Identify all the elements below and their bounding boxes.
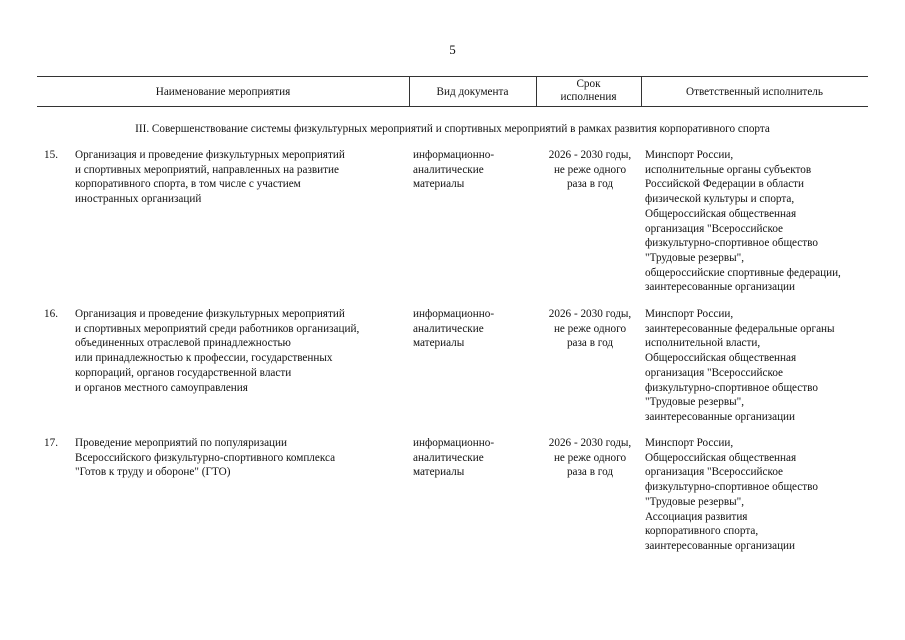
responsible-executor: Минспорт России, исполнительные органы субъектов Российской Федерации в области физической культуры и спорта, Общероссийская общественная организация "Всероссийское физкультурно-спортивное общество "Трудовые резервы", общероссийские спортивные федерации, заинтересованные организации bbox=[645, 149, 841, 294]
deadline: 2026 - 2030 годы, не реже одного раза в год bbox=[548, 149, 632, 191]
header-top-rule bbox=[37, 76, 868, 77]
deadline: 2026 - 2030 годы, не реже одного раза в год bbox=[548, 308, 632, 350]
column-header-term: Срок исполнения bbox=[560, 78, 617, 103]
responsible-executor: Минспорт России, заинтересованные федеральные органы исполнительной власти, Общероссийская общественная организация "Всероссийское физкультурно-спортивное общество "Трудовые резервы", заинтересованные организации bbox=[645, 308, 835, 423]
row-number: 17. bbox=[44, 437, 58, 449]
column-header-name: Наименование мероприятия bbox=[155, 86, 291, 98]
column-header-responsible: Ответственный исполнитель bbox=[686, 86, 823, 98]
row-number: 15. bbox=[44, 149, 58, 161]
row-number: 16. bbox=[44, 308, 58, 320]
document-type: информационно- аналитические материалы bbox=[413, 308, 495, 350]
event-name: Организация и проведение физкультурных мероприятий и спортивных мероприятий, направленных на развитие корпоративного спорта, в том числе с участием иностранных организаций bbox=[75, 149, 345, 206]
responsible-executor: Минспорт России, Общероссийская общественная организация "Всероссийское физкультурно-спортивное общество "Трудовые резервы", Ассоциация развития корпоративного спорта, заинтересованные организации bbox=[645, 437, 818, 552]
document-type: информационно- аналитические материалы bbox=[413, 149, 495, 191]
deadline: 2026 - 2030 годы, не реже одного раза в год bbox=[548, 437, 632, 479]
header-bottom-rule bbox=[37, 106, 868, 107]
event-name: Проведение мероприятий по популяризации Всероссийского физкультурно-спортивного комплекса "Готов к труду и обороне" (ГТО) bbox=[75, 437, 336, 479]
column-header-doc: Вид документа bbox=[436, 86, 509, 98]
page-number: 5 bbox=[449, 42, 456, 57]
document-type: информационно- аналитические материалы bbox=[413, 437, 495, 479]
event-name: Организация и проведение физкультурных мероприятий и спортивных мероприятий среди работников организаций, объединенных отраслевой принадлежностью или принадлежностью к профессии, государственных корпораций, органов государственной власти и органов местного самоуправления bbox=[75, 308, 360, 394]
section-title: III. Совершенствование системы физкультурных мероприятий и спортивных мероприятий в рамках развития корпоративного спорта bbox=[135, 123, 770, 135]
